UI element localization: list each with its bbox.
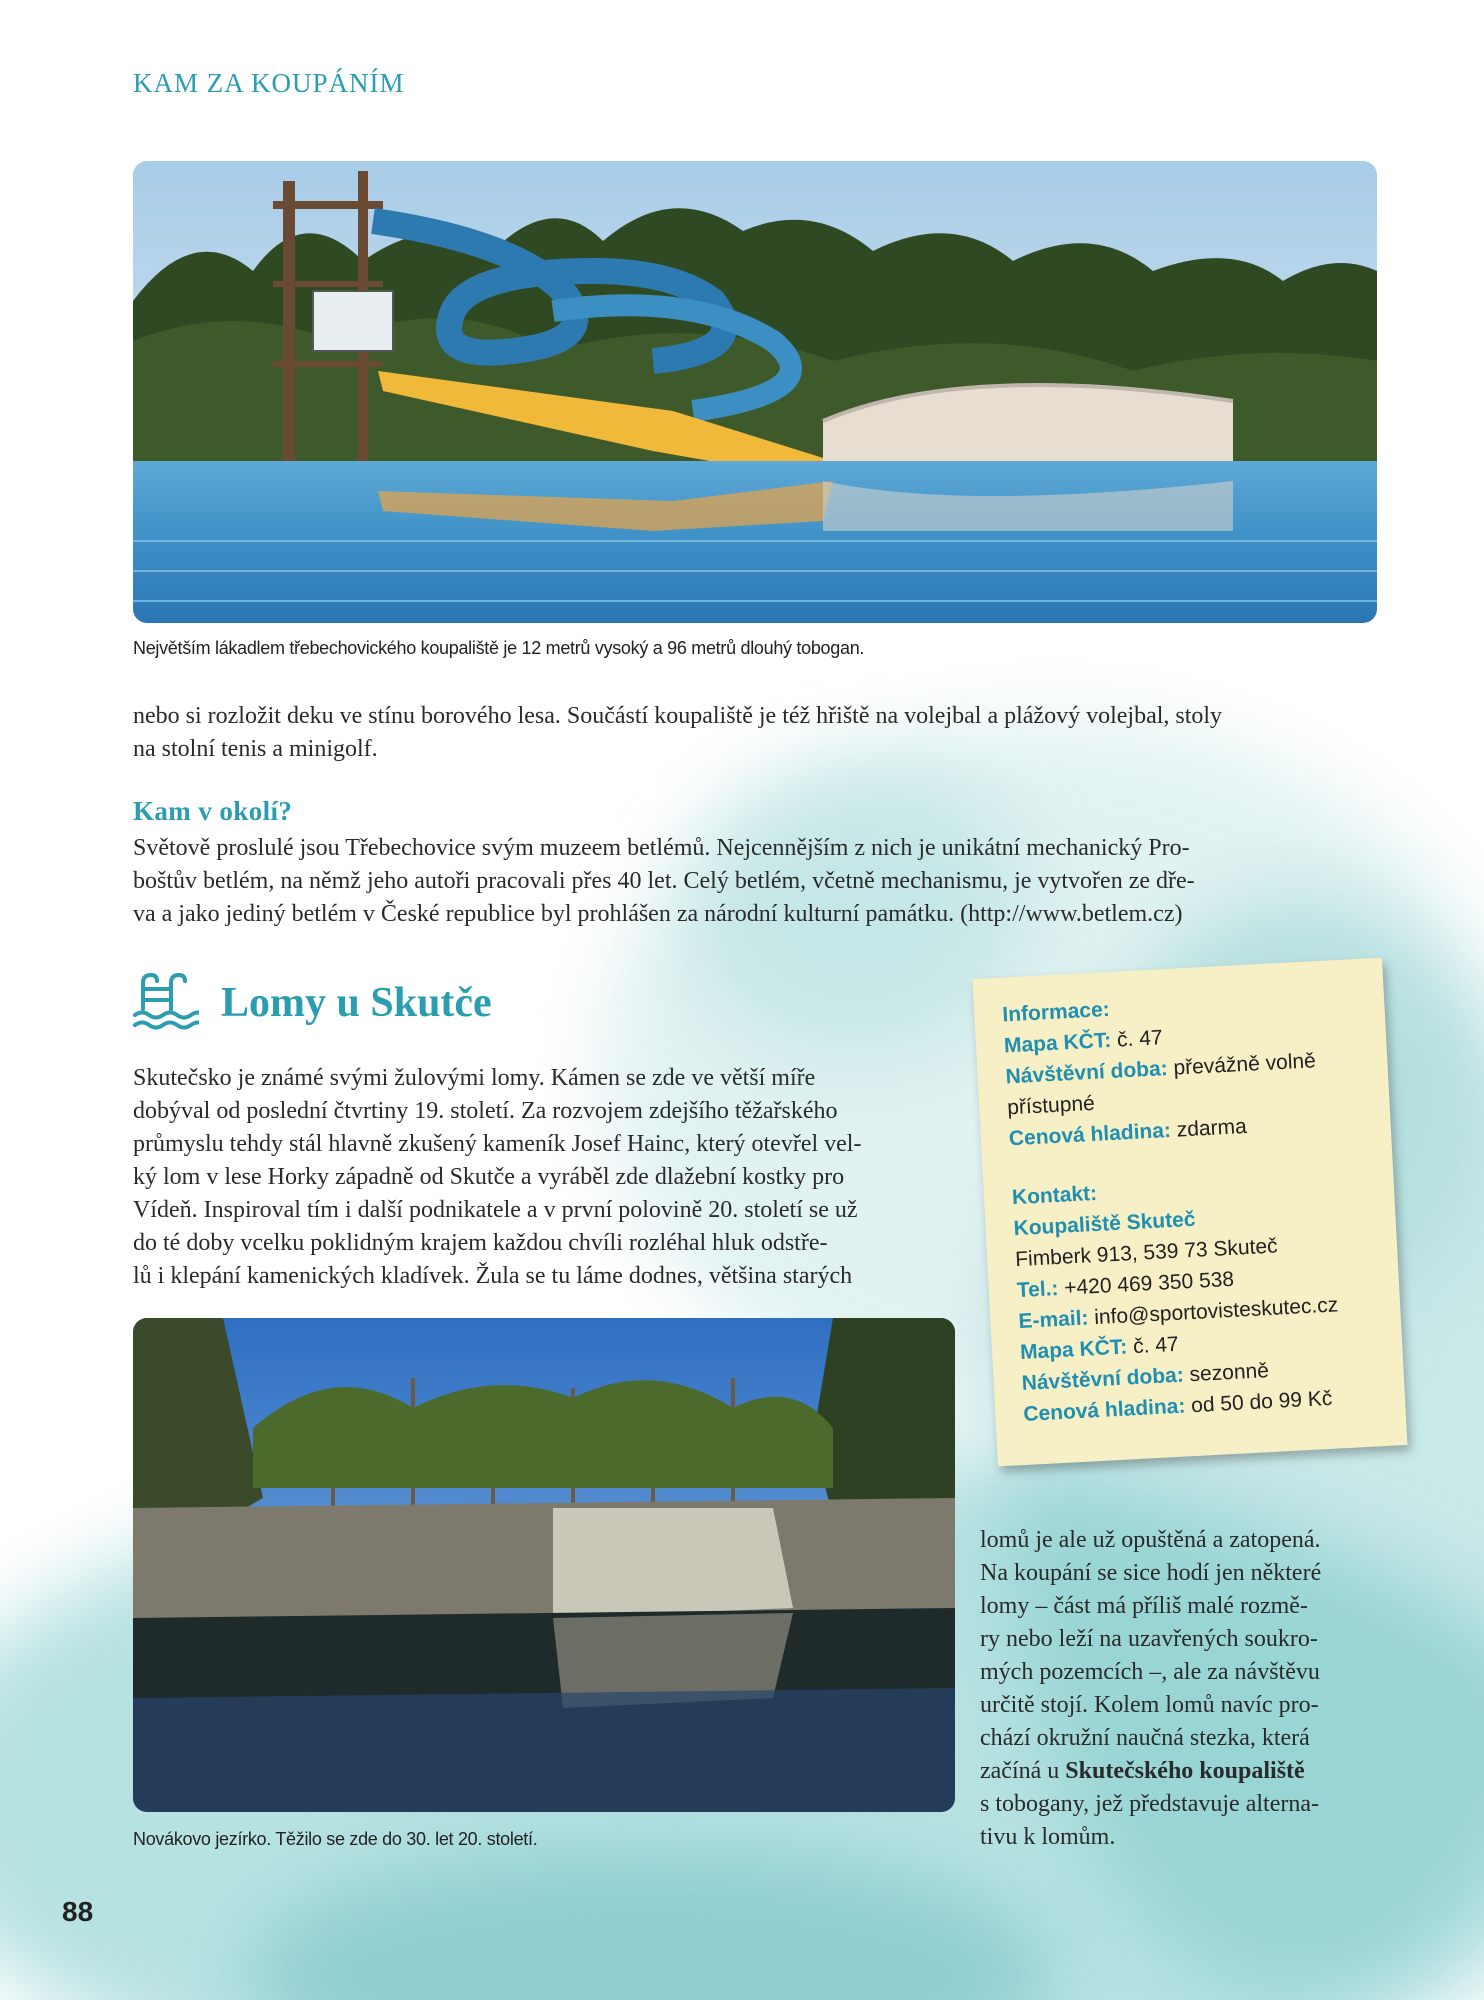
section-line: určitě stojí. Kolem lomů navíc pro- bbox=[980, 1692, 1319, 1718]
surroundings-line: Světově proslulé jsou Třebechovice svým muzeem betlémů. Nejcennějším z nich je unikátní mechanický Pro- bbox=[133, 835, 1190, 861]
contact-tel: Tel.: +420 469 350 538 bbox=[1016, 1267, 1235, 1303]
section-line: lů i klepání kamenických kladívek. Žula se tu láme dodnes, většina starých bbox=[133, 1263, 853, 1289]
section-title: Lomy u Skutče bbox=[221, 980, 492, 1026]
contact-email: E-mail: info@sportovisteskutec.cz bbox=[1017, 1293, 1339, 1334]
waterpark-photo bbox=[133, 161, 1377, 623]
info-heading: Informace: bbox=[1001, 997, 1111, 1027]
section-line: začíná u Skutečského koupaliště bbox=[980, 1758, 1305, 1784]
section-line: dobýval od poslední čtvrtiny 19. století. Za rozvojem zdejšího těžařského bbox=[133, 1098, 838, 1124]
page-number: 88 bbox=[62, 1896, 94, 1927]
intro-line: na stolní tenis a minigolf. bbox=[133, 736, 378, 762]
surroundings-title: Kam v okolí? bbox=[133, 796, 293, 826]
contact-address: Fimberk 913, 539 73 Skuteč bbox=[1014, 1234, 1279, 1272]
contact-place-name: Koupaliště Skuteč bbox=[1013, 1207, 1197, 1241]
intro-paragraph bbox=[133, 700, 1379, 766]
info-box bbox=[973, 958, 1408, 1467]
section-line: lomy – část má příliš malé rozmě- bbox=[980, 1593, 1308, 1619]
bold-phrase: Skutečského koupaliště bbox=[1065, 1758, 1305, 1784]
info-row-price: Cenová hladina: zdarma bbox=[1008, 1114, 1248, 1151]
intro-line: nebo si rozložit deku ve stínu borového lesa. Součástí koupaliště je též hřiště na volejbal a plážový volejbal, stoly bbox=[133, 703, 1223, 729]
waterpark-caption: Největším lákadlem třebechovického koupaliště je 12 metrů vysoký a 96 metrů dlouhý tobogan. bbox=[133, 638, 865, 658]
section-line: průmyslu tehdy stál hlavně zkušený kameník Josef Hainc, který otevřel vel- bbox=[133, 1131, 862, 1157]
contact-price: Cenová hladina: od 50 do 99 Kč bbox=[1022, 1386, 1333, 1426]
contact-visit: Návštěvní doba: sezonně bbox=[1021, 1359, 1270, 1396]
section-continued-paragraph bbox=[980, 1524, 1377, 1854]
surroundings-paragraph bbox=[133, 832, 1379, 931]
running-head: KAM ZA KOUPÁNÍM bbox=[133, 68, 405, 98]
quarry-caption: Novákovo jezírko. Těžilo se zde do 30. let 20. století. bbox=[133, 1829, 538, 1849]
quarry-lake-photo bbox=[133, 1318, 955, 1812]
section-line: tivu k lomům. bbox=[980, 1824, 1116, 1850]
section-paragraph bbox=[133, 1062, 963, 1293]
section-heading bbox=[133, 972, 492, 1034]
section-line: Vídeň. Inspiroval tím i další podnikatele a v první polovině 20. století se už bbox=[133, 1197, 858, 1223]
section-line: lomů je ale už opuštěná a zatopená. bbox=[980, 1527, 1321, 1553]
contact-heading: Kontakt: bbox=[1011, 1181, 1098, 1210]
section-line: chází okružní naučná stezka, která bbox=[980, 1725, 1310, 1751]
section-line: s tobogany, jež představuje alterna- bbox=[980, 1791, 1319, 1817]
section-line: ry nebo leží na uzavřených soukro- bbox=[980, 1626, 1318, 1652]
section-line: do té doby vcelku poklidným krajem každou chvíli rozléhal hluk odstře- bbox=[133, 1230, 828, 1256]
surroundings-line: va a jako jediný betlém v České republice byl prohlášen za národní kulturní památku. (http://www.betlem.cz) bbox=[133, 901, 1183, 927]
contact-map: Mapa KČT: č. 47 bbox=[1019, 1332, 1180, 1365]
section-line: mých pozemcích –, ale za návštěvu bbox=[980, 1659, 1320, 1685]
swimming-pool-icon bbox=[133, 971, 199, 1036]
section-line: Na koupání se sice hodí jen některé bbox=[980, 1560, 1322, 1586]
info-row-visit: Návštěvní doba: převážně volně přístupné bbox=[1005, 1049, 1317, 1120]
surroundings-line: boštův betlém, na němž jeho autoři pracovali přes 40 let. Celý betlém, včetně mechanismu, je vytvořen ze dře- bbox=[133, 868, 1195, 894]
section-line: Skutečsko je známé svými žulovými lomy. Kámen se zde ve větší míře bbox=[133, 1065, 816, 1091]
section-line: ký lom v lese Horky západně od Skutče a vyráběl zde dlažební kostky pro bbox=[133, 1164, 845, 1190]
info-row-map: Mapa KČT: č. 47 bbox=[1003, 1026, 1164, 1058]
